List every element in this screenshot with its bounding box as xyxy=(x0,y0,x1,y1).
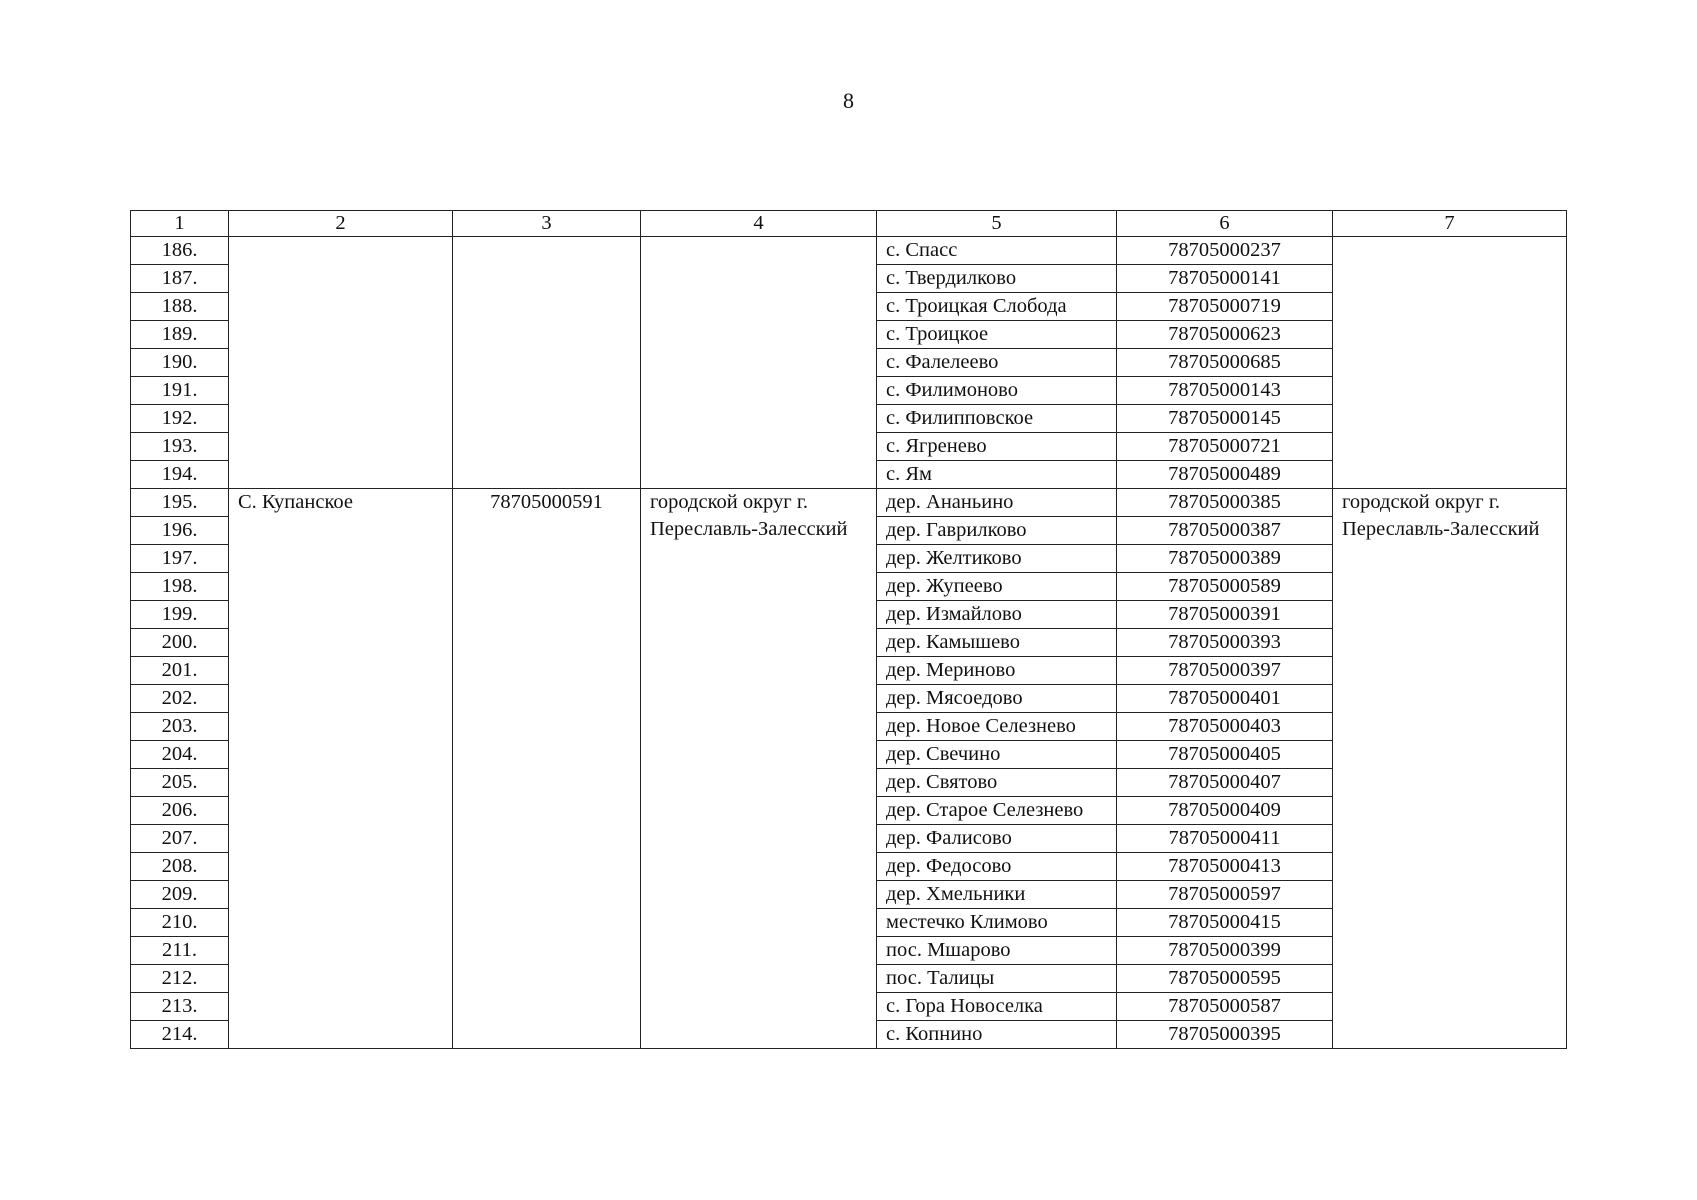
settlement-oktmo: 78705000385 xyxy=(1117,489,1333,517)
row-number: 191. xyxy=(131,377,229,405)
settlement-oktmo: 78705000395 xyxy=(1117,1021,1333,1049)
row-number: 195. xyxy=(131,489,229,517)
row-number: 194. xyxy=(131,461,229,489)
settlement-name: с. Фалелеево xyxy=(877,349,1117,377)
settlement-name: дер. Свечино xyxy=(877,741,1117,769)
settlement-oktmo: 78705000405 xyxy=(1117,741,1333,769)
settlement-oktmo: 78705000719 xyxy=(1117,293,1333,321)
district-name: городской округ г. Переславль-Залесский xyxy=(641,489,877,1049)
settlement-oktmo: 78705000489 xyxy=(1117,461,1333,489)
settlement-name: с. Копнино xyxy=(877,1021,1117,1049)
settlement-name: с. Гора Новоселка xyxy=(877,993,1117,1021)
row-number: 208. xyxy=(131,853,229,881)
settlement-oktmo: 78705000143 xyxy=(1117,377,1333,405)
row-number: 214. xyxy=(131,1021,229,1049)
row-number: 189. xyxy=(131,321,229,349)
settlement-oktmo: 78705000401 xyxy=(1117,685,1333,713)
settlement-name: с. Филипповское xyxy=(877,405,1117,433)
district-cell-empty xyxy=(641,237,877,489)
row-number: 206. xyxy=(131,797,229,825)
row-number: 190. xyxy=(131,349,229,377)
settlement-name: дер. Новое Селезнево xyxy=(877,713,1117,741)
settlement-oktmo: 78705000409 xyxy=(1117,797,1333,825)
settlement-oktmo: 78705000597 xyxy=(1117,881,1333,909)
row-number: 205. xyxy=(131,769,229,797)
settlement-oktmo: 78705000393 xyxy=(1117,629,1333,657)
settlement-name: с. Троицкая Слобода xyxy=(877,293,1117,321)
settlement-oktmo: 78705000391 xyxy=(1117,601,1333,629)
row-number: 202. xyxy=(131,685,229,713)
settlement-oktmo: 78705000721 xyxy=(1117,433,1333,461)
row-number: 198. xyxy=(131,573,229,601)
municipality-cell-empty xyxy=(229,237,453,489)
row-number: 213. xyxy=(131,993,229,1021)
municipality-code: 78705000591 xyxy=(453,489,641,1049)
table-row xyxy=(131,237,1567,265)
settlement-oktmo: 78705000389 xyxy=(1117,545,1333,573)
row-number: 204. xyxy=(131,741,229,769)
settlement-name: с. Филимоново xyxy=(877,377,1117,405)
row-number: 197. xyxy=(131,545,229,573)
row-number: 203. xyxy=(131,713,229,741)
row-number: 200. xyxy=(131,629,229,657)
settlement-name: дер. Гаврилково xyxy=(877,517,1117,545)
settlement-oktmo: 78705000595 xyxy=(1117,965,1333,993)
municipality-code-cell-empty xyxy=(453,237,641,489)
header-row xyxy=(131,211,1567,237)
column-header: 7 xyxy=(1333,211,1567,237)
row-number: 212. xyxy=(131,965,229,993)
column-header: 3 xyxy=(453,211,641,237)
row-number: 210. xyxy=(131,909,229,937)
settlement-name: дер. Измайлово xyxy=(877,601,1117,629)
settlement-oktmo: 78705000589 xyxy=(1117,573,1333,601)
settlements-table xyxy=(130,210,1567,1049)
settlement-oktmo: 78705000141 xyxy=(1117,265,1333,293)
page-number: 8 xyxy=(843,88,854,113)
column-header: 1 xyxy=(131,211,229,237)
settlement-name: с. Твердилково xyxy=(877,265,1117,293)
settlement-name: пос. Талицы xyxy=(877,965,1117,993)
settlement-name: дер. Федосово xyxy=(877,853,1117,881)
row-number: 199. xyxy=(131,601,229,629)
settlement-name: пос. Мшарово xyxy=(877,937,1117,965)
settlement-name: дер. Хмельники xyxy=(877,881,1117,909)
settlement-oktmo: 78705000387 xyxy=(1117,517,1333,545)
settlement-name: дер. Фалисово xyxy=(877,825,1117,853)
settlement-oktmo: 78705000407 xyxy=(1117,769,1333,797)
settlement-oktmo: 78705000411 xyxy=(1117,825,1333,853)
settlement-oktmo: 78705000587 xyxy=(1117,993,1333,1021)
new-district-cell-empty xyxy=(1333,237,1567,489)
settlement-oktmo: 78705000413 xyxy=(1117,853,1333,881)
row-number: 193. xyxy=(131,433,229,461)
settlement-name: местечко Климово xyxy=(877,909,1117,937)
row-number: 188. xyxy=(131,293,229,321)
settlement-name: дер. Камышево xyxy=(877,629,1117,657)
settlement-name: с. Ягренево xyxy=(877,433,1117,461)
settlement-name: дер. Мясоедово xyxy=(877,685,1117,713)
row-number: 187. xyxy=(131,265,229,293)
row-number: 196. xyxy=(131,517,229,545)
settlement-name: с. Ям xyxy=(877,461,1117,489)
settlement-oktmo: 78705000397 xyxy=(1117,657,1333,685)
column-header: 2 xyxy=(229,211,453,237)
row-number: 201. xyxy=(131,657,229,685)
settlement-oktmo: 78705000403 xyxy=(1117,713,1333,741)
settlement-name: дер. Жупеево xyxy=(877,573,1117,601)
row-number: 211. xyxy=(131,937,229,965)
settlement-oktmo: 78705000399 xyxy=(1117,937,1333,965)
settlement-oktmo: 78705000685 xyxy=(1117,349,1333,377)
settlement-name: дер. Святово xyxy=(877,769,1117,797)
settlement-name: с. Спасс xyxy=(877,237,1117,265)
settlement-oktmo: 78705000145 xyxy=(1117,405,1333,433)
settlement-name: дер. Мериново xyxy=(877,657,1117,685)
settlement-name: с. Троицкое xyxy=(877,321,1117,349)
settlement-name: дер. Старое Селезнево xyxy=(877,797,1117,825)
settlement-oktmo: 78705000237 xyxy=(1117,237,1333,265)
row-number: 209. xyxy=(131,881,229,909)
municipality-name: С. Купанское xyxy=(229,489,453,1049)
settlement-name: дер. Ананьино xyxy=(877,489,1117,517)
settlement-name: дер. Желтиково xyxy=(877,545,1117,573)
column-header: 6 xyxy=(1117,211,1333,237)
row-number: 186. xyxy=(131,237,229,265)
settlement-oktmo: 78705000623 xyxy=(1117,321,1333,349)
row-number: 192. xyxy=(131,405,229,433)
row-number: 207. xyxy=(131,825,229,853)
new-district-name: городской округ г. Переславль-Залесский xyxy=(1333,489,1567,1049)
column-header: 5 xyxy=(877,211,1117,237)
table-row xyxy=(131,489,1567,517)
settlement-oktmo: 78705000415 xyxy=(1117,909,1333,937)
column-header: 4 xyxy=(641,211,877,237)
